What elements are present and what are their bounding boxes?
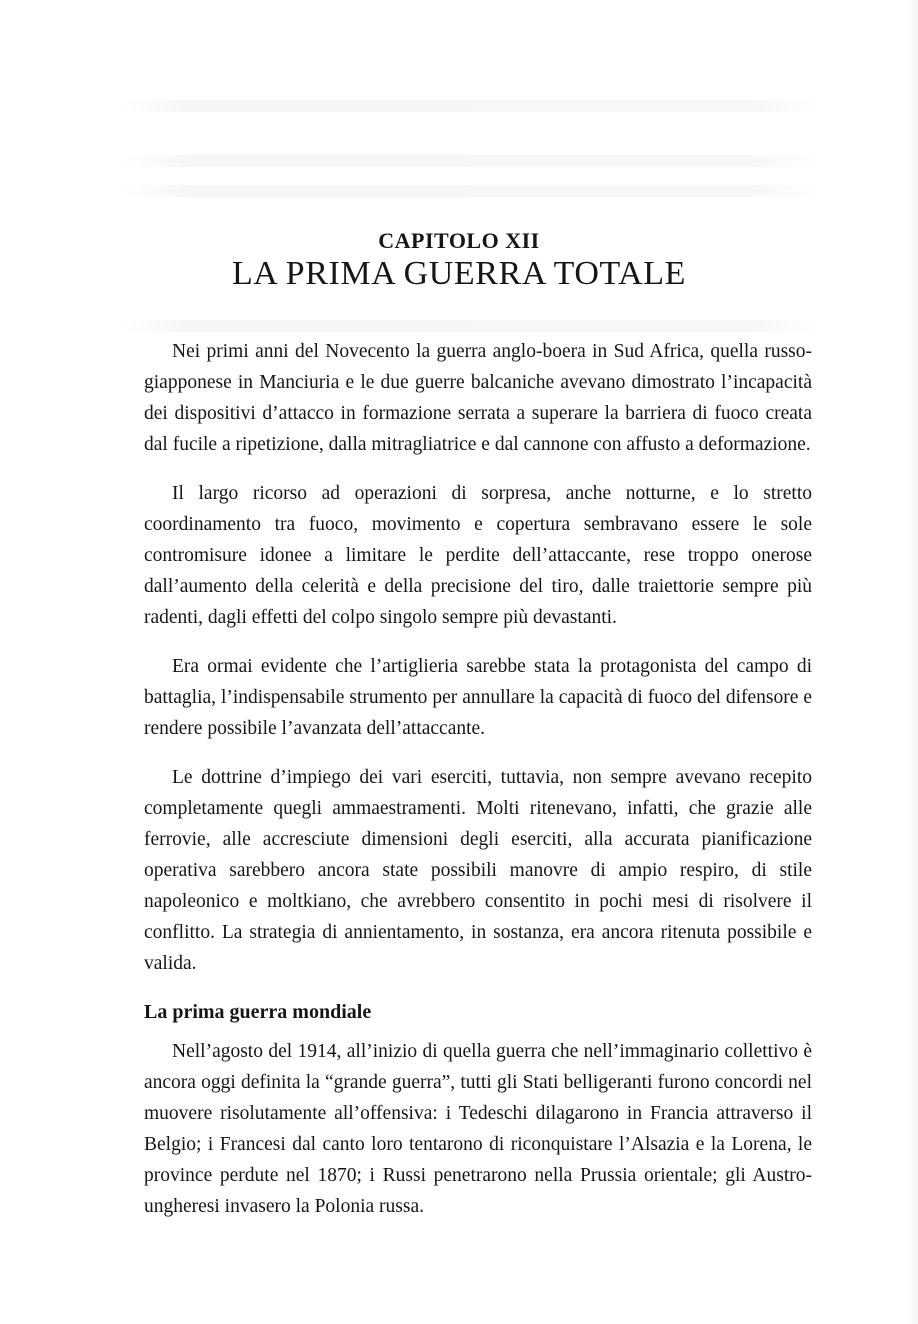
paragraph: Le dottrine d’impiego dei vari eserciti, tuttavia, non sempre avevano recepito completamente quegli ammaestramenti. Molti ritenevano, infatti, che grazie alle ferrovie, alle accresciute dimensioni degli eserciti, alla accurata pianificazione operativa sarebbero ancora state possibili manovre di ampio respiro, di stile napoleonico e moltkiano, che avrebbero consentito in pochi mesi di risolvere il conflitto. La strategia di annientamento, in sostanza, era ancora ritenuta possibile e valida. xyxy=(144,767,812,974)
chapter-title: LA PRIMA GUERRA TOTALE xyxy=(231,255,687,292)
paragraph: Era ormai evidente che l’artiglieria sarebbe stata la protagonista del campo di battaglia, l’indispensabile strumento per annullare la capacità di fuoco del difensore e rendere possibile l’avanzata dell’attaccante. xyxy=(144,656,812,739)
page-edge-shadow xyxy=(906,0,918,1324)
bleed-through-line xyxy=(120,100,820,112)
body-text xyxy=(144,336,812,1240)
bleed-through-line xyxy=(120,320,820,332)
chapter-label: CAPITOLO XII xyxy=(378,228,540,253)
bleed-through-line xyxy=(120,155,820,167)
bleed-through-line xyxy=(120,185,820,197)
paragraph: Nell’agosto del 1914, all’inizio di quella guerra che nell’immaginario collettivo è ancora oggi definita la “grande guerra”, tutti gli Stati belligeranti furono concordi nel muovere risolutamente all’offensiva: i Tedeschi dilagarono in Francia attraverso il Belgio; i Francesi dal canto loro tentarono di riconquistare l’Alsazia e la Lorena, le province perdute nel 1870; i Russi penetrarono nella Prussia orientale; gli Austro-ungheresi invasero la Polonia russa. xyxy=(144,1041,812,1217)
paragraph: Nei primi anni del Novecento la guerra anglo-boera in Sud Africa, quella russo-giapponese in Manciuria e le due guerre balcaniche avevano dimostrato l’incapacità dei dispositivi d’attacco in formazione serrata a superare la barriera di fuoco creata dal fucile a ripetizione, dalla mitragliatrice e dal cannone con affusto a deformazione. xyxy=(144,341,812,455)
section-heading: La prima guerra mondiale xyxy=(144,1001,372,1023)
paragraph: Il largo ricorso ad operazioni di sorpresa, anche notturne, e lo stretto coordinamento tra fuoco, movimento e copertura sembravano essere le sole contromisure idonee a limitare le perdite dell’attaccante, rese troppo onerose dall’aumento della celerità e della precisione del tiro, dalle traiettorie sempre più radenti, dagli effetti del colpo singolo sempre più devastanti. xyxy=(144,483,812,628)
